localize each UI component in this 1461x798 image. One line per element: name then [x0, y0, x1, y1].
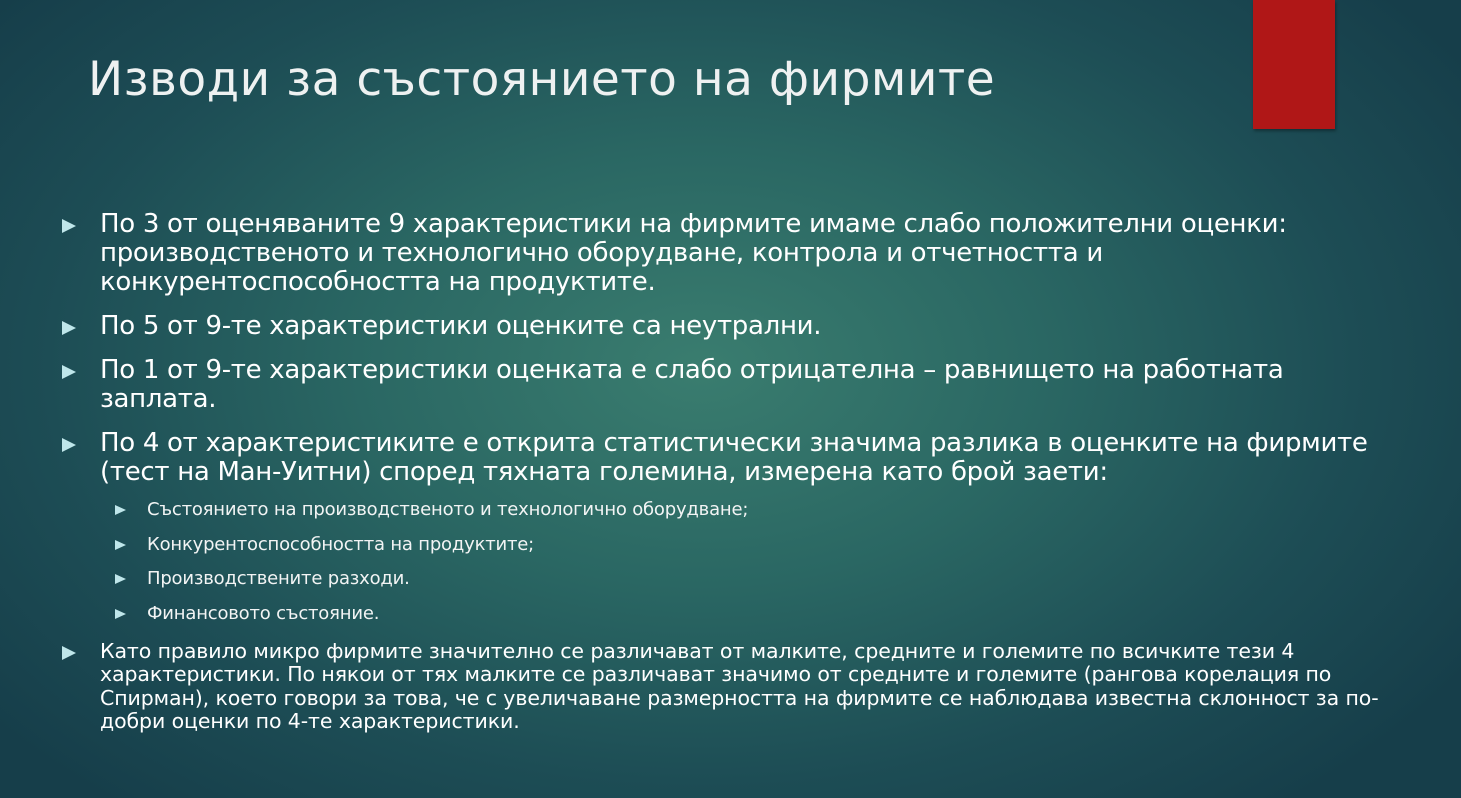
bullet-text: По 1 от 9-те характеристики оценката е слабо отрицателна – равнището на работната заплата.: [100, 355, 1284, 414]
sub-bullet-item-3: [100, 568, 1400, 590]
triangle-right-icon: [62, 438, 76, 452]
sub-bullet-item-4: [100, 603, 1400, 625]
triangle-right-icon: [62, 219, 76, 233]
triangle-right-icon: [115, 574, 126, 584]
bullet-text: Като правило микро фирмите значително се различават от малките, средните и големите по всичките тези 4 характеристики. По някои от тях малките се различават значимо от средните и големите (рангова корелация по Спирман), което говори за това, че с увеличаване размерността на фирмите се наблюдава известна склонност за по-добри оценки по 4-те характеристики.: [100, 638, 1379, 733]
slide-title: Изводи за състоянието на фирмите: [88, 52, 996, 107]
sub-bullet-text: Състоянието на производственото и технологично оборудване;: [147, 499, 749, 520]
triangle-right-icon: [115, 505, 126, 515]
triangle-right-icon: [62, 365, 76, 379]
sub-bullet-text: Финансовото състояние.: [147, 602, 380, 624]
bullet-item-4: [60, 429, 1400, 625]
bullet-item-5: [60, 640, 1400, 734]
sub-bullet-text: Производствените разходи.: [147, 568, 410, 589]
bullet-text: По 3 от оценяваните 9 характеристики на фирмите имаме слабо положителни оценки: производственото и технологично оборудване, контрола и отчетността и конкурентоспособността на продуктите.: [100, 209, 1287, 297]
triangle-right-icon: [115, 609, 126, 619]
bullet-item-1: [60, 210, 1400, 297]
sub-bullet-item-2: [100, 534, 1400, 556]
bullet-list: [60, 210, 1400, 749]
bullet-item-3: [60, 356, 1400, 414]
bullet-item-2: [60, 312, 1400, 341]
bullet-text: По 5 от 9-те характеристики оценките са неутрални.: [100, 311, 822, 341]
red-accent-bar: [1253, 0, 1335, 129]
sub-bullet-list: [100, 499, 1400, 625]
triangle-right-icon: [115, 540, 126, 550]
bullet-text: По 4 от характеристиките е открита статистически значима разлика в оценките на фирмите (тест на Ман-Уитни) според тяхната големина, измерена като брой заети:: [100, 428, 1368, 487]
sub-bullet-text: Конкурентоспособността на продуктите;: [147, 533, 535, 555]
sub-bullet-item-1: [100, 499, 1400, 521]
triangle-right-icon: [62, 321, 76, 335]
triangle-right-icon: [62, 646, 76, 660]
